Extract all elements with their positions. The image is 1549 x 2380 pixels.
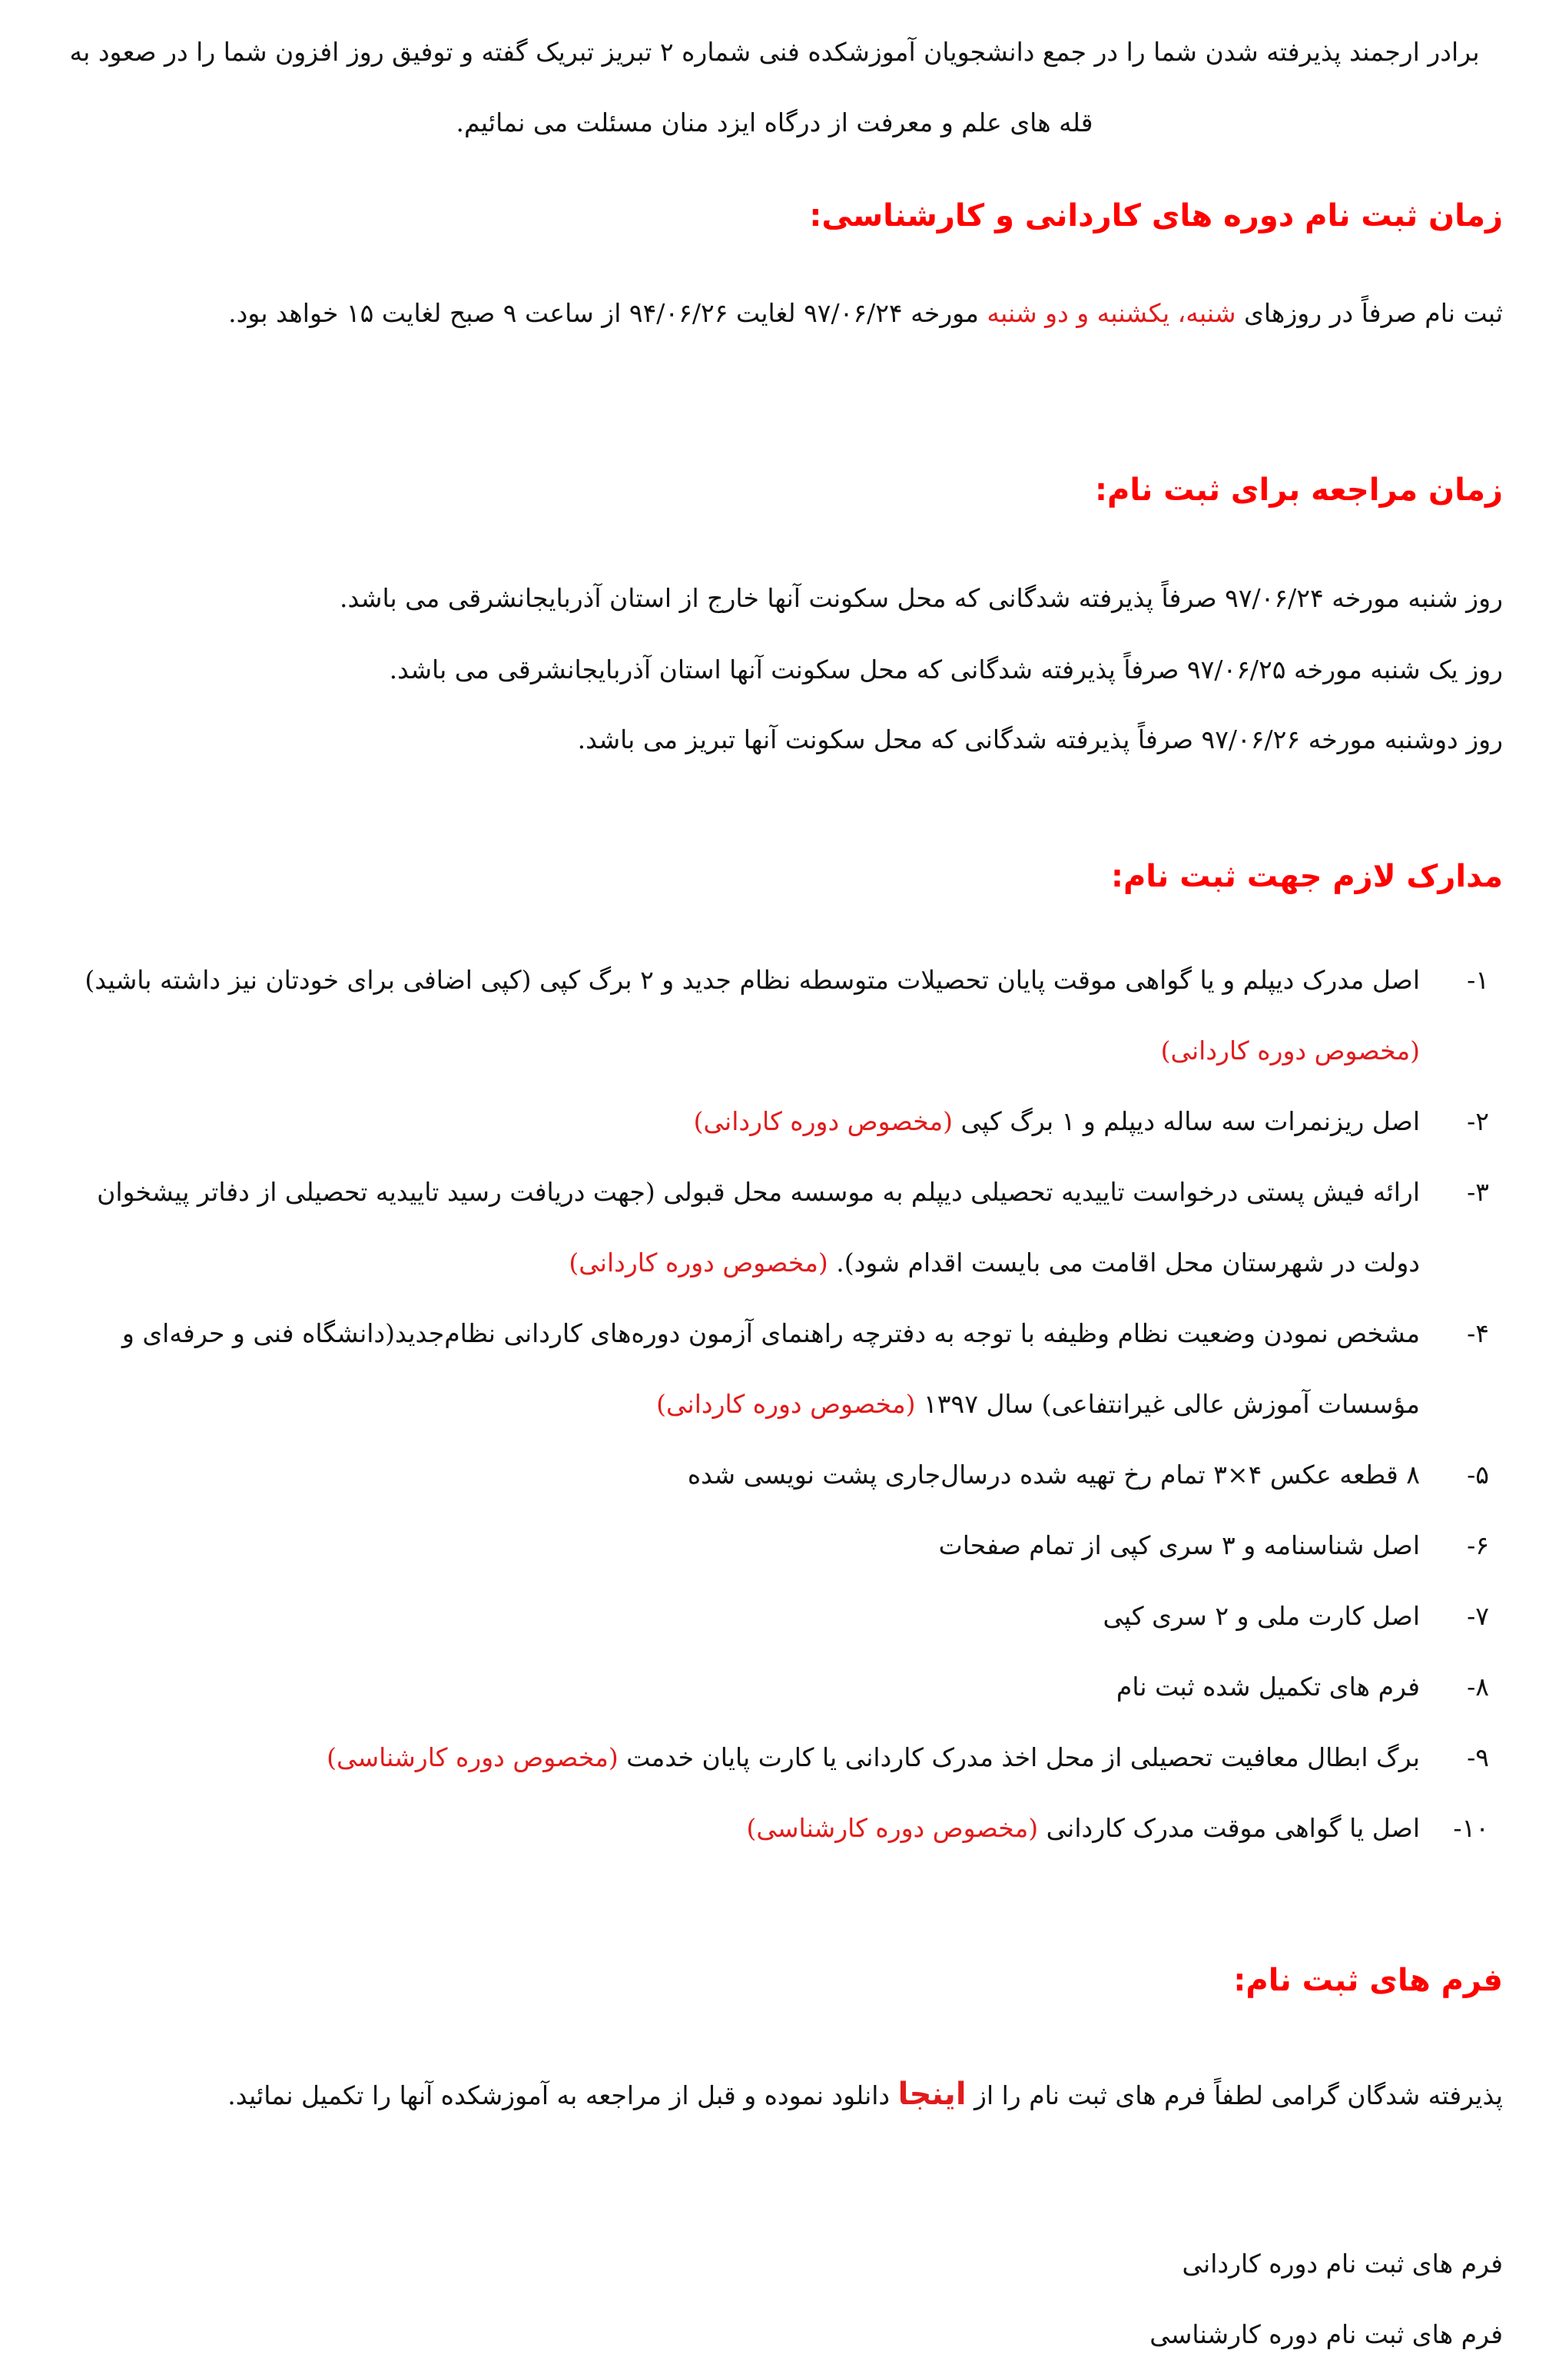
- intro-paragraph: برادر ارجمند پذیرفته شدن شما را در جمع دانشجویان آموزشکده فنی شماره ۲ تبریز تبریک گفته و توفیق روز افزون شما را در صعود به قله های علم و معرفت از درگاه ایزد منان مسئلت می نمائیم.: [69, 37, 1480, 138]
- item-note: (مخصوص دوره کارشناسی): [746, 1813, 1039, 1843]
- bachelor-forms-link[interactable]: فرم های ثبت نام دوره کارشناسی: [1149, 2319, 1503, 2349]
- item-text: برگ ابطال معافیت تحصیلی از محل اخذ مدرک کاردانی یا کارت پایان خدمت: [618, 1742, 1420, 1772]
- forms-text-start: پذیرفته شدگان گرامی لطفاً فرم های ثبت نام را از: [966, 2080, 1503, 2110]
- referral-time-heading: زمان مراجعه برای ثبت نام:: [1095, 472, 1503, 508]
- document-item-6: [61, 1510, 1503, 1581]
- forms-text-end: دانلود نموده و قبل از مراجعه به آموزشکده آنها را تکمیل نمائید.: [227, 2080, 898, 2110]
- item-number: ۳-: [1467, 1177, 1489, 1207]
- registration-time-text: [61, 278, 1503, 349]
- item-text: ارائه فیش پستی درخواست تاییدیه تحصیلی دیپلم به موسسه محل قبولی (جهت دریافت رسید تاییدیه تحصیلی از دفاتر پیشخوان دولت در شهرستان محل اقامت می بایست اقدام شود).: [97, 1177, 1420, 1278]
- forms-instructions: [61, 2059, 1503, 2131]
- item-text: اصل شناسنامه و ۳ سری کپی از تمام صفحات: [938, 1530, 1420, 1560]
- associate-forms-link[interactable]: فرم های ثبت نام دوره کاردانی: [1182, 2249, 1503, 2279]
- item-note: (مخصوص دوره کاردانی): [569, 1248, 828, 1278]
- item-number: ۸-: [1467, 1672, 1489, 1702]
- item-number: ۹-: [1467, 1742, 1489, 1772]
- item-number: ۱-: [1467, 965, 1489, 995]
- item-number: ۲-: [1467, 1106, 1489, 1136]
- forms-heading: فرم های ثبت نام:: [1233, 1963, 1503, 1998]
- item-text: اصل یا گواهی موقت مدرک کاردانی: [1038, 1813, 1420, 1843]
- item-number: ۱۰-: [1453, 1813, 1489, 1843]
- item-text: اصل مدرک دیپلم و یا گواهی موقت پایان تحصیلات متوسطه نظام جدید و ۲ برگ کپی (کپی اضافی برای خودتان نیز داشته باشید): [85, 965, 1420, 995]
- document-item-7: [61, 1581, 1503, 1652]
- document-item-8: [61, 1652, 1503, 1722]
- item-number: ۷-: [1467, 1601, 1489, 1631]
- item-number: ۵-: [1467, 1460, 1489, 1490]
- referral-line-2: روز یک شنبه مورخه ۹۷/۰۶/۲۵ صرفاً پذیرفته شدگانی که محل سکونت آنها استان آذربایجانشرقی می باشد.: [389, 655, 1503, 684]
- referral-line-3: روز دوشنبه مورخه ۹۷/۰۶/۲۶ صرفاً پذیرفته شدگانی که محل سکونت آنها تبریز می باشد.: [577, 724, 1503, 754]
- document-item-5: [61, 1440, 1503, 1510]
- item-note: (مخصوص دوره کاردانی): [1160, 1036, 1420, 1066]
- documents-list: [61, 945, 1503, 1864]
- item-number: ۶-: [1467, 1530, 1489, 1560]
- document-item-3: [61, 1157, 1503, 1298]
- registration-text-start: ثبت نام صرفاً در روزهای: [1236, 298, 1503, 328]
- item-note: (مخصوص دوره کاردانی): [693, 1106, 954, 1136]
- download-here-link[interactable]: اینجا: [897, 2077, 967, 2112]
- item-text: ۸ قطعه عکس ۴×۳ تمام رخ تهیه شده درسال‌جاری پشت نویسی شده: [687, 1460, 1420, 1490]
- item-number: ۴-: [1467, 1318, 1489, 1348]
- item-text: فرم های تکمیل شده ثبت نام: [1116, 1672, 1420, 1702]
- document-item-2: [61, 1086, 1503, 1157]
- document-item-4: [61, 1298, 1503, 1440]
- item-text: اصل کارت ملی و ۲ سری کپی: [1103, 1601, 1420, 1631]
- document-item-1: [61, 945, 1503, 1086]
- referral-line-1: روز شنبه مورخه ۹۷/۰۶/۲۴ صرفاً پذیرفته شدگانی که محل سکونت آنها خارج از استان آذربایجانشرقی می باشد.: [339, 583, 1503, 613]
- registration-time-heading: زمان ثبت نام دوره های کاردانی و کارشناسی:: [809, 198, 1503, 234]
- registration-text-end: مورخه ۹۷/۰۶/۲۴ لغایت ۹۴/۰۶/۲۶ از ساعت ۹ صبح لغایت ۱۵ خواهد بود.: [228, 298, 987, 328]
- documents-heading: مدارک لازم جهت ثبت نام:: [1110, 859, 1503, 894]
- item-note: (مخصوص دوره کارشناسی): [327, 1742, 619, 1772]
- document-item-9: [61, 1722, 1503, 1793]
- item-text: اصل ریزنمرات سه ساله دیپلم و ۱ برگ کپی: [953, 1106, 1420, 1136]
- item-note: (مخصوص دوره کاردانی): [656, 1389, 916, 1419]
- registration-days: شنبه، یکشنبه و دو شنبه: [987, 298, 1236, 328]
- item-text: مشخص نمودن وضعیت نظام وظیفه با توجه به دفترچه راهنمای آزمون دوره‌های کاردانی نظام‌جدید(دانشگاه فنی و حرفه‌ای و مؤسسات آموزش عالی غیرانتفاعی) سال ۱۳۹۷: [121, 1318, 1420, 1419]
- document-item-10: [61, 1793, 1503, 1864]
